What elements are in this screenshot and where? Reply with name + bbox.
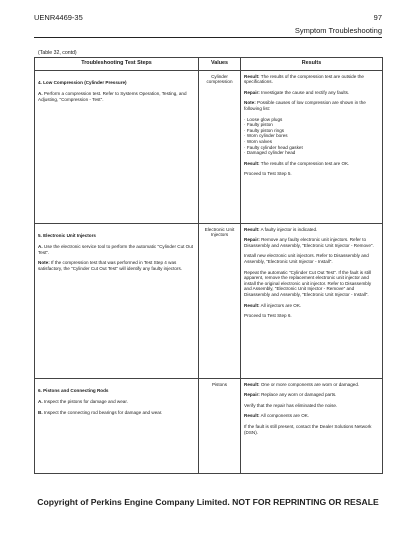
column-header-values: Values — [199, 58, 241, 71]
step-paragraph: A. Perform a compression test. Refer to Systems Operation, Testing, and Adjusting, "Compression - Test". — [38, 91, 187, 102]
result-paragraph: Proceed to Test Step 5. — [244, 171, 292, 177]
step-paragraph: B. Inspect the connecting rod bearings for damage and wear. — [38, 409, 163, 415]
step-title: 5. Electronic Unit Injectors — [38, 232, 96, 238]
result-paragraph: Result: The results of the compression test are OK. — [244, 160, 350, 166]
list-item: · Loose glow plugs — [244, 117, 379, 123]
results-cell — [241, 223, 383, 378]
result-paragraph: Result: A faulty injector is indicated. — [244, 226, 318, 232]
table-header-row — [35, 58, 383, 71]
header-doc-id: UENR4469-35 — [34, 13, 83, 22]
step-title: 4. Low Compression (Cylinder Pressure) — [38, 79, 127, 85]
header-rule — [34, 37, 382, 38]
result-paragraph: Result: All injectors are OK. — [244, 302, 302, 308]
value-cell: Pistons — [199, 378, 241, 473]
result-paragraph: Repair: Investigate the cause and rectify any faults. — [244, 89, 350, 95]
results-cell — [241, 70, 383, 223]
step-paragraph: Note: If the compression test that was performed in Test Step 4 was satisfactory, the "Cylinder Cut Out Test" will identify any faulty injectors. — [38, 260, 183, 271]
result-paragraph: Install new electronic unit injectors. Refer to Disassembly and Assembly, "Electronic Unit Injector - Install". — [244, 253, 369, 264]
header-page-number: 97 — [373, 13, 382, 22]
results-cell — [241, 378, 383, 473]
list-item: · Worn cylinder bores — [244, 133, 379, 139]
column-header-results: Results — [241, 58, 383, 71]
table-row — [35, 70, 383, 223]
table-row — [35, 223, 383, 378]
result-paragraph: Result: All components are OK. — [244, 413, 310, 419]
step-cell — [35, 378, 199, 473]
table-row — [35, 378, 383, 473]
step-cell — [35, 223, 199, 378]
result-paragraph: Result: The results of the compression test are outside the specifications. — [244, 73, 364, 85]
list-item: · Faulty cylinder head gasket — [244, 145, 379, 151]
result-paragraph: Repair: Remove any faulty electronic unit injectors. Refer to Disassembly and Assembly, "Electronic Unit Injector - Remove". — [244, 237, 374, 248]
list-item: · Worn valves — [244, 139, 379, 145]
step-cell — [35, 70, 199, 223]
value-cell: Electronic Unit Injectors — [199, 223, 241, 378]
copyright-footer: Copyright of Perkins Engine Company Limited. NOT FOR REPRINTING OR RESALE — [37, 497, 379, 507]
result-paragraph: Note: Possible causes of low compression are shown in the following list: — [244, 100, 366, 111]
step-title: 6. Pistons and Connecting Rods — [38, 387, 109, 393]
troubleshooting-table — [34, 57, 383, 474]
result-paragraph: Repeat the automatic "Cylinder Cut Out Test". If the fault is still apparent, remove the replacement electronic unit injector and install the original electronic unit injector. Refer to Disassembly and Assembly, "Electronic Unit Injector - Remove" and Disassembly and Assembly, "Electronic Unit Injector - Install". — [244, 269, 372, 297]
step-paragraph: A. Use the electronic service tool to perform the automatic "Cylinder Cut Out Test". — [38, 244, 194, 255]
result-paragraph: Result: One or more components are worn or damaged. — [244, 381, 360, 387]
list-item: · Faulty piston — [244, 122, 379, 128]
table-caption: (Table 32, contd) — [38, 50, 77, 56]
value-cell: Cylinder compression — [199, 70, 241, 223]
list-item: · Faulty piston rings — [244, 128, 379, 134]
result-paragraph: If the fault is still present, contact the Dealer Solutions Network (DSN). — [244, 423, 372, 435]
column-header-steps: Troubleshooting Test Steps — [35, 58, 199, 71]
step-paragraph: A. Inspect the pistons for damage and wear. — [38, 399, 128, 405]
header-section-title: Symptom Troubleshooting — [294, 26, 382, 35]
result-paragraph: Repair: Replace any worn or damaged parts. — [244, 392, 337, 398]
result-paragraph: Verify that the repair has eliminated the noise. — [244, 402, 338, 408]
list-item: · Damaged cylinder head — [244, 150, 379, 156]
causes-list — [244, 117, 379, 156]
result-paragraph: Proceed to Test Step 6. — [244, 313, 292, 319]
